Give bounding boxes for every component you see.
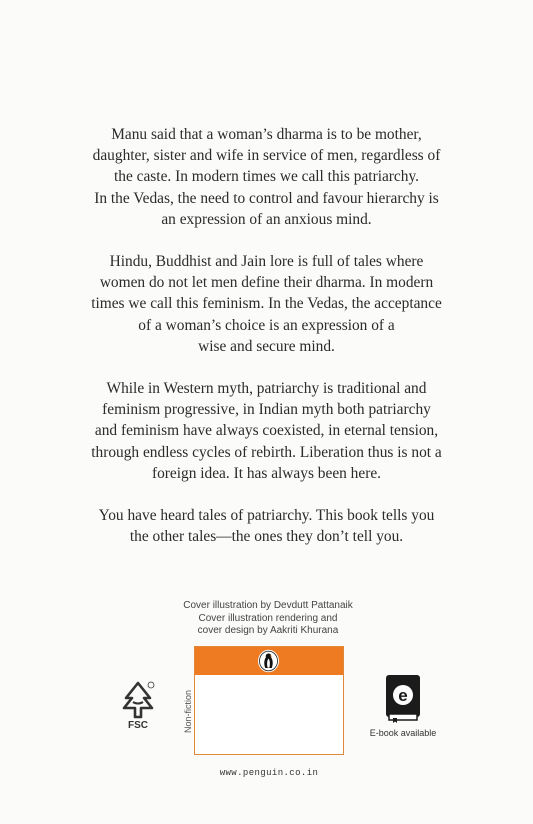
svg-text:e: e <box>398 686 408 705</box>
blurb-paragraph-2 <box>40 251 493 357</box>
credit-line: cover design by Aakriti Khurana <box>197 625 339 636</box>
fsc-label: FSC <box>128 720 148 731</box>
blurb-paragraph-3 <box>40 378 493 484</box>
blurb-line: women do not let men define their dharma. In modern <box>99 274 434 292</box>
genre-label: Non-fiction <box>183 689 193 733</box>
blurb-line: Manu said that a woman’s dharma is to be mother, <box>111 126 422 143</box>
fsc-tree-icon <box>120 680 156 720</box>
blurb-line: foreign idea. It has always been here. <box>151 464 382 482</box>
ebook-badge <box>385 674 421 724</box>
publisher-url[interactable]: www.penguin.co.in <box>219 768 319 778</box>
blurb-line: through endless cycles of rebirth. Liberation thus is not a <box>91 443 442 461</box>
penguin-icon <box>257 649 280 673</box>
cover-credits <box>170 600 366 638</box>
blurb-line: an expression of an anxious mind. <box>161 210 372 228</box>
blurb-line: While in Western myth, patriarchy is traditional and <box>106 380 427 398</box>
blurb-paragraph-4 <box>40 505 493 547</box>
fsc-logo <box>120 680 156 736</box>
blurb-line: wise and secure mind. <box>198 337 335 355</box>
blurb-line: daughter, sister and wife in service of men, regardless of <box>92 147 441 165</box>
blurb-line: You have heard tales of patriarchy. This book tells you <box>98 507 435 525</box>
back-cover-blurb <box>40 124 493 568</box>
blurb-line: In the Vedas, the need to control and favour hierarchy is <box>94 189 439 207</box>
blurb-line: the caste. In modern times we call this patriarchy. <box>114 168 419 186</box>
blurb-line: the other tales—the ones they don’t tell you. <box>129 528 404 546</box>
ebook-icon <box>385 674 421 724</box>
penguin-logo-box <box>194 646 344 755</box>
blurb-line: and feminism have always coexisted, in eternal tension, <box>94 422 439 440</box>
blurb-line: feminism progressive, in Indian myth both patriarchy <box>102 401 431 419</box>
blurb-paragraph-1 <box>40 124 493 230</box>
blurb-line: Hindu, Buddhist and Jain lore is full of tales where <box>109 253 424 271</box>
blurb-line: of a woman’s choice is an expression of a <box>138 316 395 334</box>
credit-line: Cover illustration rendering and <box>198 612 338 624</box>
blurb-line: times we call this feminism. In the Vedas, the acceptance <box>91 295 442 313</box>
credit-line: Cover illustration by Devdutt Pattanaik <box>183 600 353 611</box>
ebook-label: E-book available <box>369 728 437 738</box>
